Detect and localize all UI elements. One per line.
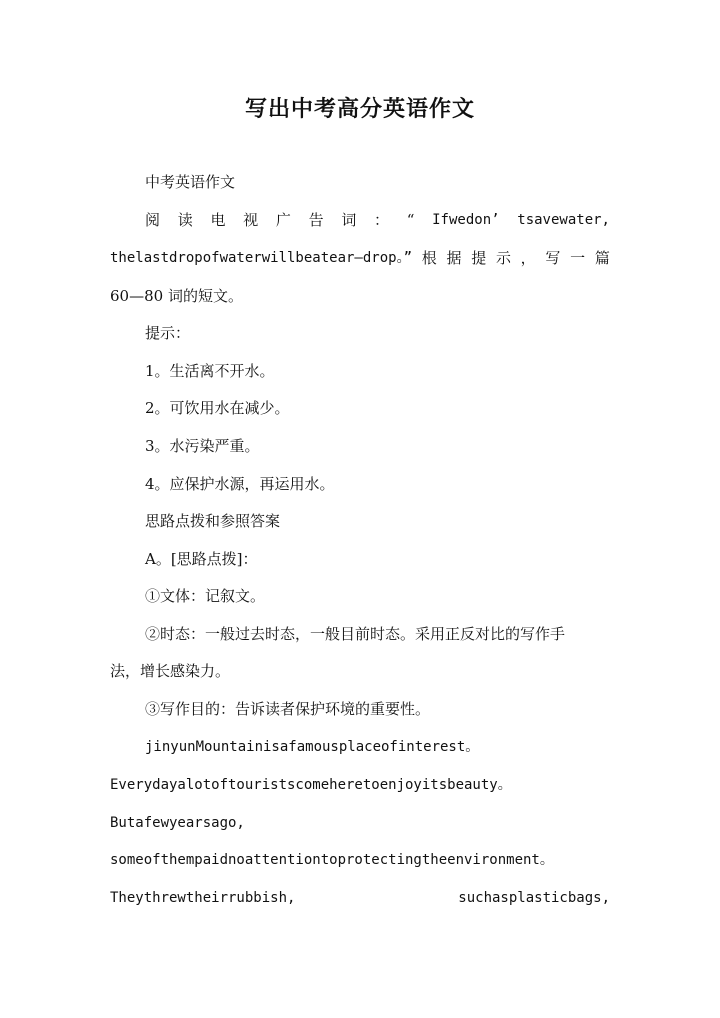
analysis-label: A。[思路点拨]： bbox=[145, 550, 258, 568]
tip-item: 3。水污染严重。 bbox=[145, 437, 260, 455]
tip-item: 1。生活离不开水。 bbox=[145, 362, 275, 380]
prompt-line-1 bbox=[145, 210, 610, 230]
prompt-char: ， bbox=[520, 249, 536, 267]
prompt-line-2 bbox=[110, 248, 610, 268]
analysis-item: ①文体：记叙文。 bbox=[145, 587, 266, 605]
prompt-english-continuation: thelastdropofwaterwillbeatear—drop。” bbox=[110, 250, 413, 266]
prompt-line-3: 60—80 词的短文。 bbox=[110, 287, 243, 305]
prompt-char: 根 bbox=[421, 249, 437, 267]
prompt-char: 据 bbox=[446, 249, 462, 267]
document-title: 写出中考高分英语作文 bbox=[244, 96, 475, 122]
prompt-char: 广 bbox=[275, 211, 291, 229]
essay-line: Butafewyearsago, bbox=[110, 815, 245, 831]
prompt-char: 一 bbox=[570, 249, 586, 267]
essay-line bbox=[110, 888, 610, 908]
prompt-english: tsavewater, bbox=[517, 212, 610, 228]
prompt-char: 电 bbox=[210, 211, 226, 229]
tips-label: 提示： bbox=[145, 324, 191, 342]
essay-line-left: Theythrewtheirrubbish, bbox=[110, 890, 296, 906]
prompt-char: 读 bbox=[177, 211, 193, 229]
essay-line-right: suchasplasticbags, bbox=[458, 890, 610, 906]
tip-item: 2。可饮用水在减少。 bbox=[145, 399, 290, 417]
prompt-char: 阅 bbox=[145, 211, 161, 229]
essay-line: Everydayalotoftouristscomeheretoenjoyitsbeauty。 bbox=[110, 777, 512, 793]
prompt-char: ： bbox=[374, 211, 390, 229]
prompt-char: 词 bbox=[341, 211, 357, 229]
section-heading: 中考英语作文 bbox=[145, 173, 236, 191]
prompt-english: Ifwedon’ bbox=[432, 212, 500, 228]
prompt-char: 篇 bbox=[594, 249, 610, 267]
prompt-char: 视 bbox=[243, 211, 259, 229]
prompt-char: 告 bbox=[308, 211, 324, 229]
prompt-char: 写 bbox=[545, 249, 561, 267]
essay-line: someofthempaidnoattentiontoprotectingtheenvironment。 bbox=[110, 852, 554, 868]
prompt-char: 示 bbox=[495, 249, 511, 267]
analysis-item: ③写作目的：告诉读者保护环境的重要性。 bbox=[145, 700, 431, 718]
analysis-item: ②时态：一般过去时态，一般目前时态。采用正反对比的写作手 bbox=[145, 625, 566, 643]
tip-item: 4。应保护水源，再运用水。 bbox=[145, 475, 335, 493]
answer-heading: 思路点拨和参照答案 bbox=[145, 512, 281, 530]
analysis-item-continuation: 法，增长感染力。 bbox=[110, 662, 231, 680]
essay-line: jinyunMountainisafamousplaceofinterest。 bbox=[145, 739, 480, 755]
prompt-char: 提 bbox=[471, 249, 487, 267]
prompt-char: “ bbox=[406, 211, 415, 229]
